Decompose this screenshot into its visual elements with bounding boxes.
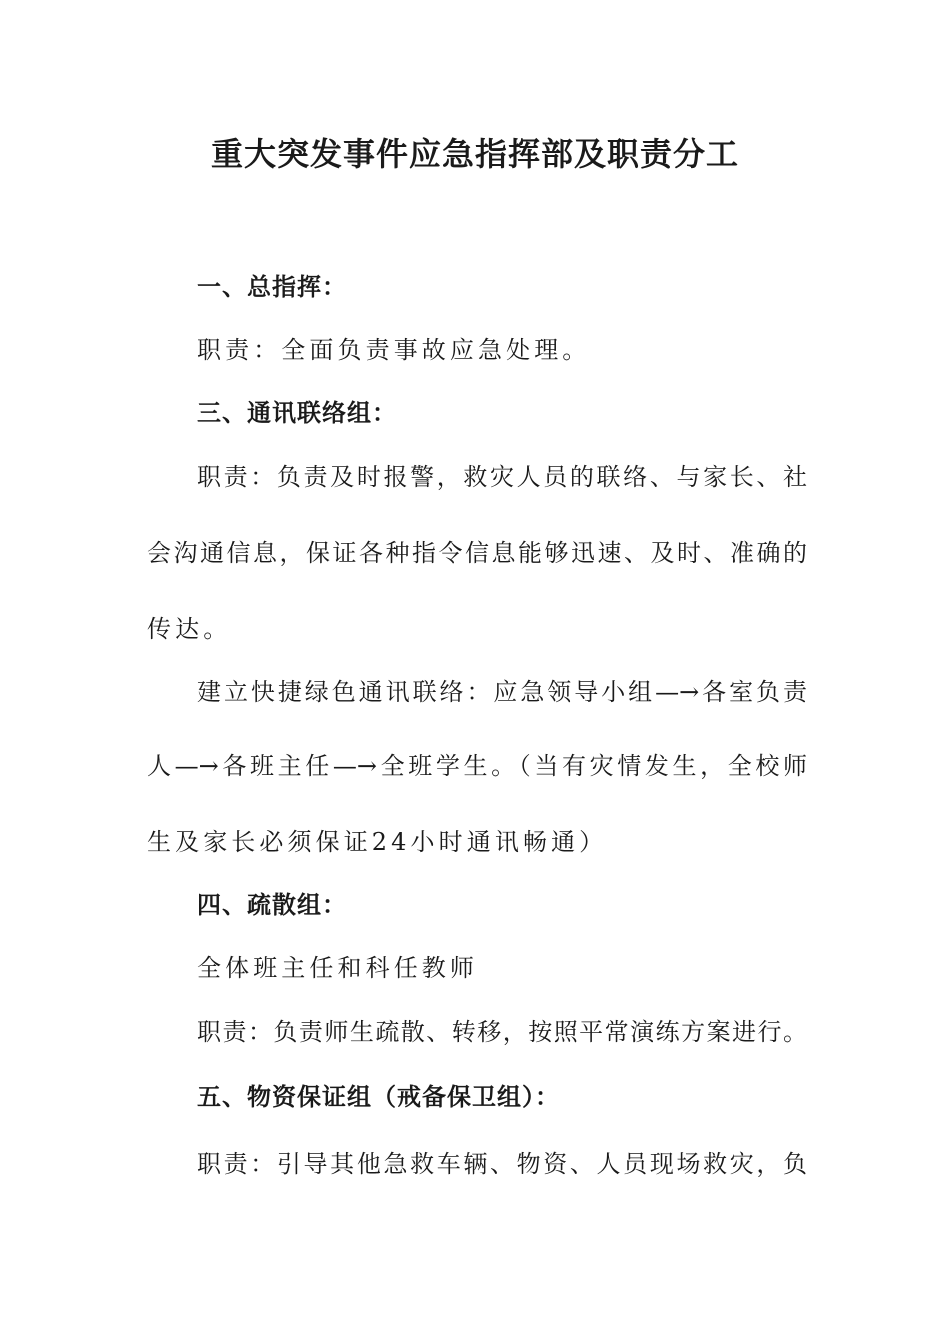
- paragraph-line: 会沟通信息，保证各种指令信息能够迅速、及时、准确的: [147, 539, 807, 567]
- paragraph-line: 建立快捷绿色通讯联络：应急领导小组—→各室负责: [197, 678, 807, 706]
- section-heading-communication: 三、通讯联络组：: [197, 398, 397, 427]
- section-heading-commander: 一、总指挥：: [197, 272, 347, 301]
- paragraph-line: 职责：全面负责事故应急处理。: [197, 336, 591, 364]
- paragraph-line: 全体班主任和科任教师: [197, 954, 478, 982]
- paragraph-line: 职责：负责及时报警，救灾人员的联络、与家长、社: [197, 463, 807, 491]
- paragraph-line: 职责：引导其他急救车辆、物资、人员现场救灾，负: [197, 1150, 807, 1178]
- document-title: 重大突发事件应急指挥部及职责分工: [210, 135, 739, 173]
- section-heading-supplies: 五、物资保证组（戒备保卫组）：: [197, 1082, 560, 1111]
- paragraph-line: 职责：负责师生疏散、转移，按照平常演练方案进行。: [197, 1018, 807, 1046]
- paragraph-line: 传达。: [147, 615, 232, 643]
- paragraph-line: 人—→各班主任—→全班学生。（当有灾情发生，全校师: [147, 752, 807, 780]
- paragraph-line: 生及家长必须保证24小时通讯畅通）: [147, 828, 608, 856]
- section-heading-evacuation: 四、疏散组：: [197, 890, 347, 919]
